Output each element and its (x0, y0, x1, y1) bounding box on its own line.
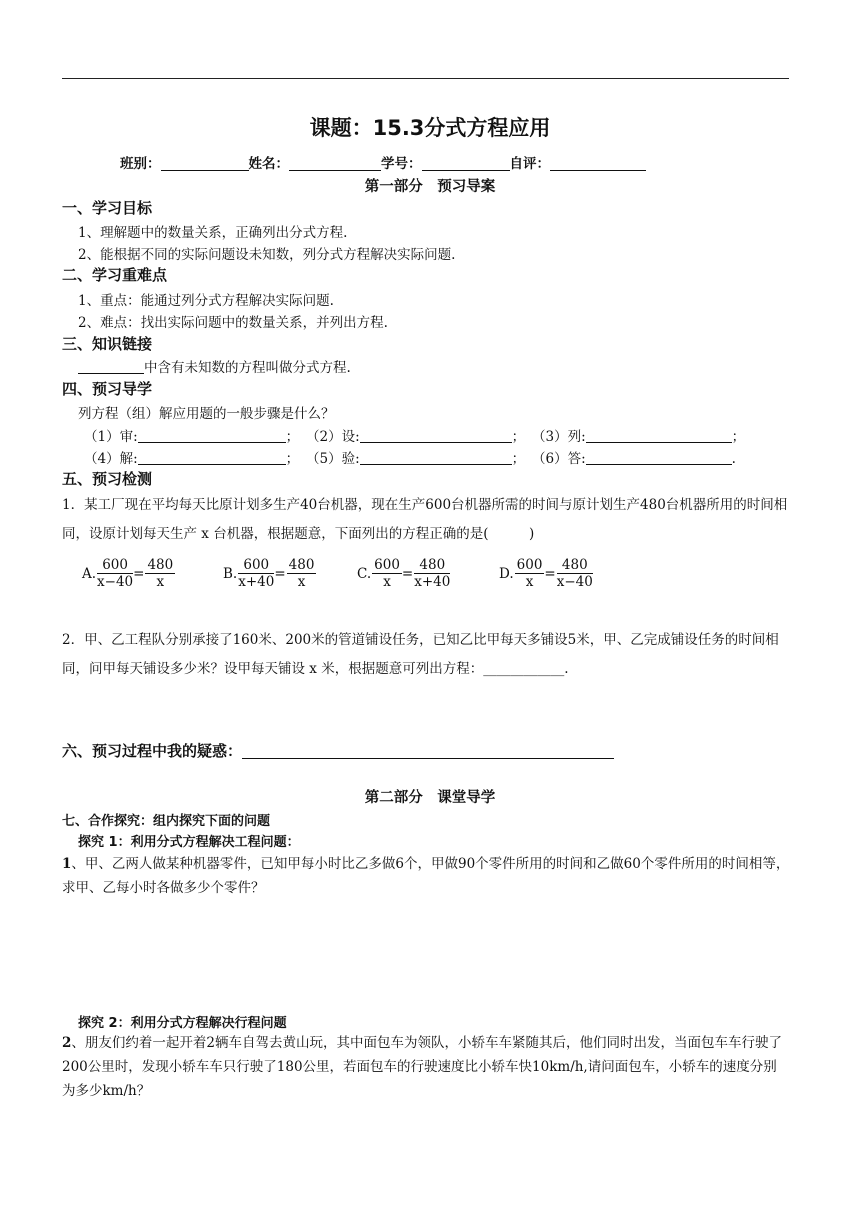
option-c-frac-1 (372, 558, 402, 590)
s1-item-2: 2、能根据不同的实际问题设未知数，列分式方程解决实际问题. (78, 247, 456, 263)
option-c-label: C. (357, 566, 372, 582)
e2-title: 探究 2：利用分式方程解决行程问题 (78, 1016, 287, 1031)
frac-den: x+40 (414, 574, 451, 590)
step-4 (84, 447, 299, 467)
step-1-blank[interactable] (138, 429, 286, 443)
step-5 (306, 447, 525, 467)
s4-heading: 四、预习导学 (62, 380, 153, 398)
part1-heading: 第一部分 预习导案 (364, 179, 496, 195)
id-blank[interactable] (422, 156, 510, 171)
option-b-frac-1 (238, 558, 274, 590)
step-2-label: （2）设: (306, 429, 360, 445)
step-6 (532, 447, 736, 467)
frac-num: 600 (238, 558, 274, 574)
frac-den: x (297, 574, 306, 590)
part2-heading: 第二部分 课堂导学 (364, 790, 496, 806)
frac-num: 480 (557, 558, 593, 574)
option-d[interactable] (499, 558, 593, 590)
frac-den: x−40 (556, 574, 593, 590)
eval-blank[interactable] (550, 156, 646, 171)
step-6-blank[interactable] (586, 451, 732, 465)
option-a-frac-2 (145, 558, 175, 590)
frac-den: x (156, 574, 165, 590)
s5-question-2: 2．甲、乙工程队分别承接了160米、200米的管道铺设任务，已知乙比甲每天多铺设5米，甲、乙完成铺设任务的时间相同，问甲每天铺设多少米？设甲每天铺设 x 米，根据题意可列出方程：____________. (62, 632, 779, 677)
step-1 (84, 425, 299, 445)
option-d-frac-1 (515, 558, 545, 590)
frac-num: 480 (288, 557, 315, 573)
frac-den: x−40 (97, 574, 134, 590)
step-1-label: （1）审: (84, 429, 138, 445)
option-b-frac-2 (287, 558, 317, 590)
e2-question-text: 、朋友们约着一起开着2辆车自驾去黄山玩，其中面包车为领队，小轿车车紧随其后，他们同时出发，当面包车车行驶了200公里时，发现小轿车车只行驶了180公里，若面包车的行驶速度比小轿车快10km/h,请问面包车，小轿车的速度分别为多少km/h？ (62, 1035, 782, 1099)
student-info-line (120, 152, 646, 172)
id-label: 学号： (381, 156, 422, 172)
step-2-blank[interactable] (360, 429, 512, 443)
s7-heading: 七、合作探究：组内探究下面的问题 (62, 814, 271, 829)
equals-sign: = (274, 566, 286, 582)
option-a-label: A. (82, 566, 97, 582)
frac-num: 600 (97, 558, 133, 574)
frac-num: 480 (147, 557, 174, 573)
frac-num: 600 (516, 557, 543, 573)
frac-den: x (383, 574, 391, 590)
equals-sign: = (401, 566, 414, 582)
s2-item-1: 1、重点：能通过列分式方程解决实际问题. (78, 293, 334, 309)
option-c[interactable] (357, 558, 450, 590)
step-4-label: （4）解: (84, 451, 138, 467)
class-label: 班别： (120, 156, 161, 172)
step-4-sep: ； (285, 451, 300, 467)
step-2-sep: ； (511, 429, 526, 445)
s3-text: 中含有未知数的方程叫做分式方程. (144, 360, 351, 376)
s6-heading: 六、预习过程中我的疑惑： (62, 742, 243, 760)
s1-item-1: 1、理解题中的数量关系，正确列出分式方程. (78, 225, 348, 241)
s3-line (78, 356, 351, 376)
s3-heading: 三、知识链接 (62, 335, 153, 353)
step-3-sep: ； (731, 429, 746, 445)
top-rule (62, 78, 789, 79)
frac-den: x+40 (238, 574, 275, 590)
s3-blank[interactable] (78, 360, 144, 374)
e2-question (62, 1031, 790, 1103)
s2-item-2: 2、难点：找出实际问题中的数量关系，并列出方程. (78, 315, 388, 331)
step-3-label: （3）列: (532, 429, 586, 445)
e1-question (62, 852, 790, 900)
option-a[interactable] (82, 558, 175, 590)
step-5-sep: ； (511, 451, 526, 467)
option-d-frac-2 (557, 558, 593, 590)
class-blank[interactable] (161, 156, 249, 171)
e1-question-number: 1 (62, 856, 72, 872)
e2-question-number: 2 (62, 1035, 72, 1051)
step-2 (306, 425, 525, 445)
equals-sign: = (544, 566, 556, 582)
step-6-label: （6）答: (532, 451, 586, 467)
name-blank[interactable] (289, 156, 381, 171)
step-3 (532, 425, 745, 445)
step-6-end: . (731, 451, 736, 467)
s6-line (62, 740, 614, 761)
option-d-label: D. (499, 566, 514, 582)
step-5-label: （5）验: (306, 451, 360, 467)
option-c-frac-2 (414, 558, 450, 590)
step-3-blank[interactable] (586, 429, 732, 443)
option-b[interactable] (223, 558, 316, 590)
option-a-frac-1 (97, 558, 133, 590)
s6-blank[interactable] (242, 743, 614, 759)
s4-question: 列方程（组）解应用题的一般步骤是什么？ (78, 406, 335, 422)
e1-title: 探究 1：利用分式方程解决工程问题： (78, 835, 300, 850)
step-1-sep: ； (285, 429, 300, 445)
s1-heading: 一、学习目标 (62, 199, 153, 217)
equals-sign: = (133, 566, 145, 582)
s5-question-1: 1．某工厂现在平均每天比原计划多生产40台机器，现在生产600台机器所需的时间与原计划生产480台机器所用的时间相同，设原计划每天生产 x 台机器，根据题意，下面列出的方程正确的是( ) (62, 497, 788, 542)
step-4-blank[interactable] (138, 451, 286, 465)
frac-num: 600 (374, 557, 400, 573)
s2-heading: 二、学习重难点 (62, 266, 168, 284)
name-label: 姓名： (248, 156, 289, 172)
s5-heading: 五、预习检测 (62, 470, 153, 488)
option-b-label: B. (223, 566, 238, 582)
frac-num: 480 (414, 558, 450, 574)
eval-label: 自评： (509, 156, 550, 172)
e1-question-text: 、甲、乙两人做某种机器零件，已知甲每小时比乙多做6个，甲做90个零件所用的时间和乙做60个零件所用的时间相等，求甲、乙每小时各做多少个零件？ (62, 856, 790, 896)
page-title: 课题：15.3分式方程应用 (309, 116, 551, 140)
frac-den: x (525, 574, 534, 590)
step-5-blank[interactable] (360, 451, 512, 465)
